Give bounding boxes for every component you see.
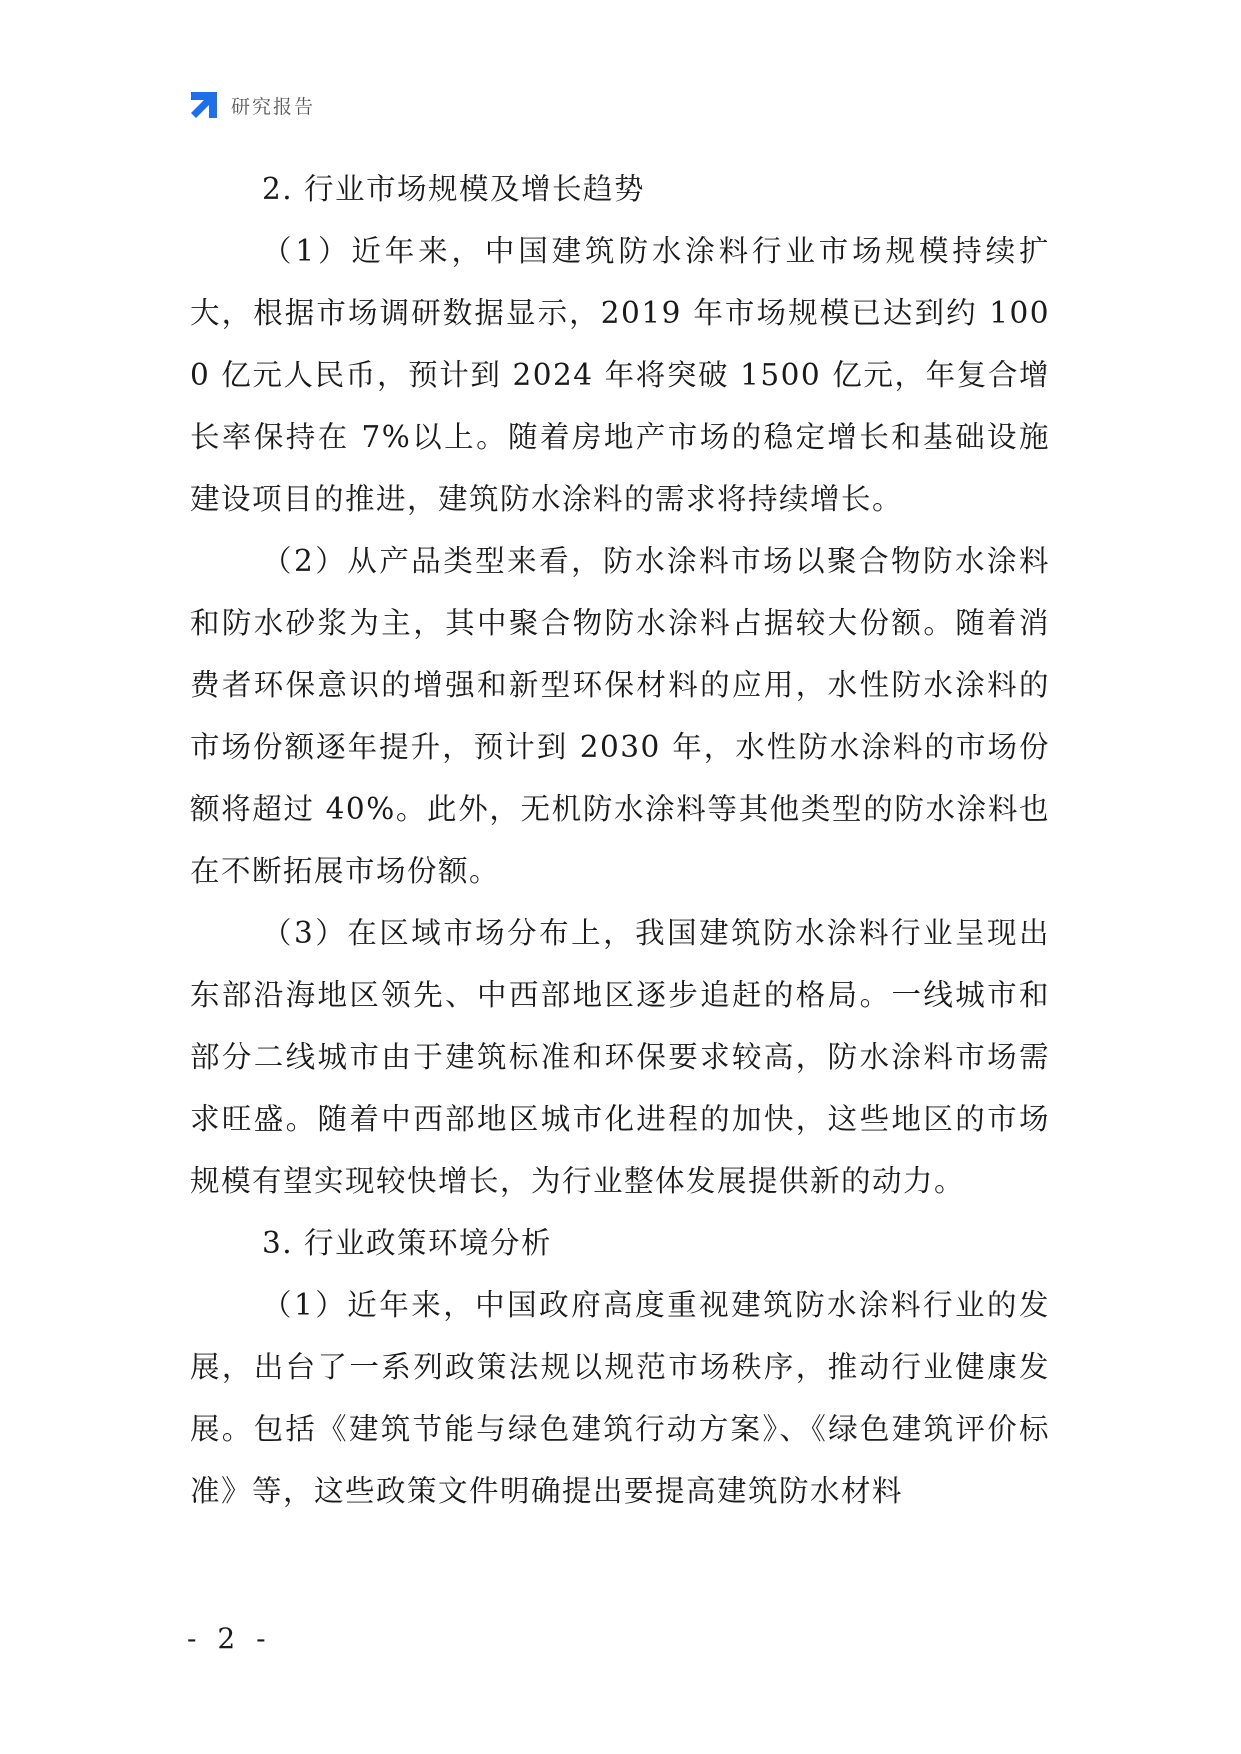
header-label: 研究报告 <box>231 95 316 118</box>
paragraph: （1）近年来，中国建筑防水涂料行业市场规模持续扩大，根据市场调研数据显示，2019 年市场规模已达到约 1000 亿元人民币，预计到 2024 年将突破 1500 亿元，年复合增长率保持在 7%以上。随着房地产市场的稳定增长和基础设施建设项目的推进，建筑防水涂料的需求将持续增长。 <box>190 234 1050 516</box>
section-heading: 3. 行业政策环境分析 <box>262 1226 553 1260</box>
arrow-up-right-icon <box>187 88 221 122</box>
section-heading: 2. 行业市场规模及增长趋势 <box>262 172 646 206</box>
paragraph: （3）在区域市场分布上，我国建筑防水涂料行业呈现出东部沿海地区领先、中西部地区逐步追赶的格局。一线城市和部分二线城市由于建筑标准和环保要求较高，防水涂料市场需求旺盛。随着中西部地区城市化进程的加快，这些地区的市场规模有望实现较快增长，为行业整体发展提供新的动力。 <box>190 916 1050 1198</box>
page-number: - 2 - <box>187 1622 272 1655</box>
document-body <box>190 158 1050 1522</box>
paragraph: （2）从产品类型来看，防水涂料市场以聚合物防水涂料和防水砂浆为主，其中聚合物防水涂料占据较大份额。随着消费者环保意识的增强和新型环保材料的应用，水性防水涂料的市场份额逐年提升，预计到 2030 年，水性防水涂料的市场份额将超过 40%。此外，无机防水涂料等其他类型的防水涂料也在不断拓展市场份额。 <box>190 544 1050 888</box>
paragraph: （1）近年来，中国政府高度重视建筑防水涂料行业的发展，出台了一系列政策法规以规范市场秩序，推动行业健康发展。包括《建筑节能与绿色建筑行动方案》、《绿色建筑评价标准》等，这些政策文件明确提出要提高建筑防水材料 <box>190 1288 1050 1508</box>
page-header <box>187 88 315 122</box>
